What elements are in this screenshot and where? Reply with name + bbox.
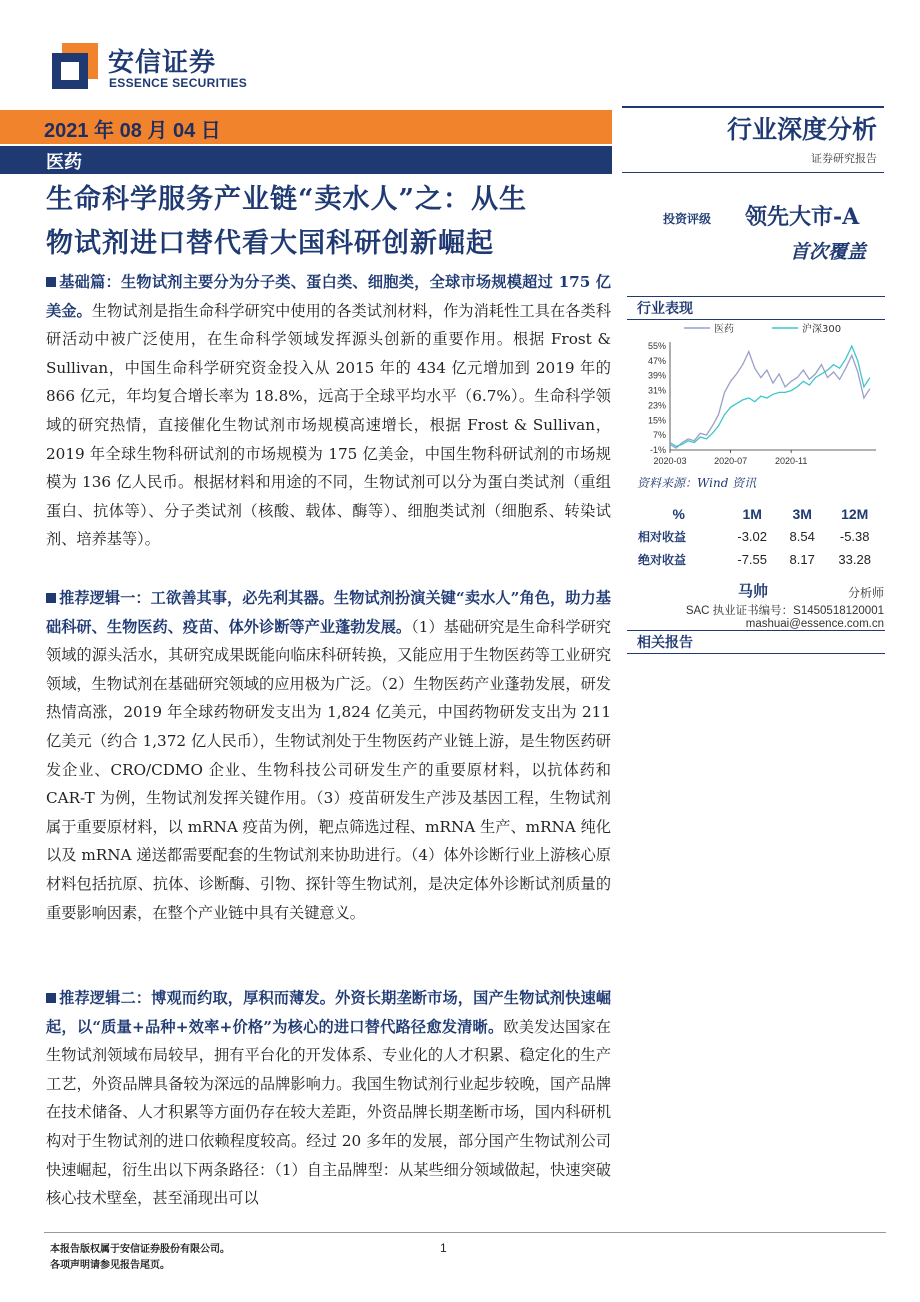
row-label: 绝对收益: [638, 553, 687, 567]
table-cell: 33.28: [838, 552, 871, 567]
brand-name-en: ESSENCE SECURITIES: [109, 76, 248, 90]
paragraph-lead: 基础篇：生物试剂主要分为分子类、蛋白类、细胞类，全球市场规模超过 175 亿美金。: [46, 273, 611, 320]
sector-bar: [0, 146, 612, 174]
performance-table: [632, 502, 884, 571]
section-header-related: [627, 630, 885, 654]
report-subtype: 证券研究报告: [811, 152, 877, 165]
table-header-row: [632, 502, 884, 525]
series-line-industry: [670, 352, 870, 449]
sector-label: 医药: [46, 152, 82, 173]
report-date: 2021 年 08 月 04 日: [44, 120, 221, 142]
paragraph-lead: 推荐逻辑一：工欲善其事，必先利其器。生物试剂扮演关键“卖水人”角色，助力基础科研、生物医药、疫苗、体外诊断等产业蓬勃发展。: [46, 589, 611, 636]
x-tick-label: 2020-07: [714, 456, 748, 466]
report-type: 行业深度分析: [726, 115, 877, 144]
table-row: [632, 548, 884, 571]
page-title: [46, 178, 611, 266]
y-tick-label: -1%: [649, 445, 666, 455]
table-cell: 8.54: [789, 529, 815, 544]
y-tick-label: 23%: [647, 400, 666, 411]
chart-source: 资料来源：Wind 资讯: [637, 476, 757, 490]
row-label: 相对收益: [638, 530, 687, 544]
rating-value: 领先大市-A: [745, 204, 860, 230]
table-cell: -3.02: [737, 529, 767, 544]
header-divider-2: [622, 172, 884, 173]
brand-name-cn: 安信证券: [108, 48, 217, 78]
paragraph-logic-two: [46, 984, 611, 1213]
bullet-square-icon: [46, 277, 56, 287]
section-header-performance: [627, 296, 885, 320]
analyst-email[interactable]: mashuai@essence.com.cn: [745, 618, 884, 630]
chart-legend: [684, 322, 841, 335]
brand-logo-icon: [52, 43, 98, 89]
analyst-role: 分析师: [847, 586, 884, 600]
table-cell: -5.38: [839, 529, 870, 544]
paragraph-lead: 推荐逻辑二：博观而约取，厚积而薄发。外资长期垄断市场，国产生物试剂快速崛起，以“质量+品种+效率+价格”为核心的进口替代路径愈发清晰。: [46, 989, 611, 1036]
title-line-2: 物试剂进口替代看大国科研创新崛起: [46, 228, 494, 259]
paragraph-text: 欧美发达国家在生物试剂领域布局较早，拥有平台化的开发体系、专业化的人才积累、稳定化的生产工艺，外资品牌具备较为深远的品牌影响力。我国生物试剂行业起步较晚，国产品牌在技术储备、人才积累等方面仍存在较大差距，外资品牌长期垄断市场，国内科研机构对于生物试剂的进口依赖程度较高。经过 20 多年的发展，部分国产生物试剂公司快速崛起，衍生出以下两条路径：（1）自主品牌型：从某些细分领域做起，快速突破核心技术壁垒，甚至涌现出可以: [46, 1017, 611, 1208]
table-header-cell: 3M: [792, 505, 812, 522]
y-tick-label: 47%: [647, 355, 666, 366]
y-tick-label: 15%: [647, 415, 666, 426]
footer-disclaimer: 各项声明请参见报告尾页。: [50, 1260, 170, 1271]
table-row: [632, 525, 884, 548]
industry-performance-chart: [632, 320, 884, 472]
footer-copyright: 本报告版权属于安信证券股份有限公司。: [50, 1244, 230, 1255]
paragraph-basics: [46, 268, 611, 554]
chart-axes: [648, 341, 876, 466]
rating-label: 投资评级: [663, 212, 712, 226]
table-header-cell: 12M: [841, 505, 869, 522]
section-title: 行业表现: [637, 301, 693, 317]
section-title: 相关报告: [637, 635, 693, 651]
title-line-1: 生命科学服务产业链“卖水人”之：从生: [46, 184, 528, 215]
x-tick-label: 2020-11: [774, 456, 808, 466]
y-tick-label: 7%: [652, 430, 666, 441]
header-divider: [622, 106, 884, 108]
legend-label: 医药: [714, 324, 734, 335]
series-line-hs300: [670, 346, 870, 446]
analyst-name: 马帅: [738, 582, 769, 600]
page-number: 1: [440, 1241, 447, 1255]
bullet-square-icon: [46, 993, 56, 1003]
y-tick-label: 31%: [647, 385, 666, 396]
y-tick-label: 39%: [647, 370, 666, 381]
paragraph-text: 生物试剂是指生命科学研究中使用的各类试剂材料，作为消耗性工具在各类科研活动中被广泛使用，在生命科学领域发挥源头创新的重要作用。根据 Frost & Sullivan，中国生命科学研究资金投入从 2015 年的 434 亿元增加到 2019 年的 866 亿元，年均复合增长率为 18.8%，远高于全球平均水平（6.7%）。生命科学领域的研究热情，直接催化生物试剂市场规模高速增长，根据 Frost & Sullivan，2019 年全球生物科研试剂的市场规模为 175 亿美金，中国生物科研试剂的市场规模为 136 亿人民币。根据材料和用途的不同，生物试剂可以分为蛋白类试剂（重组蛋白、抗体等）、分子类试剂（核酸、载体、酶等）、细胞类试剂（细胞系、转染试剂、培养基等）。: [46, 301, 612, 549]
x-tick-label: 2020-03: [653, 456, 687, 466]
bullet-square-icon: [46, 593, 56, 603]
y-tick-label: 55%: [647, 341, 666, 351]
table-cell: 8.17: [789, 552, 815, 567]
table-cell: -7.55: [737, 552, 767, 567]
footer-divider: [44, 1232, 886, 1233]
paragraph-text: （1）基础研究是生命科学研究领域的源头活水，其研究成果既能向临床科研转换，又能应用于生物医药等工业研究领域，生物试剂在基础研究领域的应用极为广泛。（2）生物医药产业蓬勃发展，研发热情高涨，2019 年全球药物研发支出为 1,824 亿美元，中国药物研发支出为 211 亿美元（约合 1,372 亿人民币），生物试剂处于生物医药产业链上游，是生物医药研发企业、CRO/CDMO 企业、生物科技公司研发生产的重要原材料，以抗体药和 CAR-T 为例，生物试剂发挥关键作用。（3）疫苗研发生产涉及基因工程，生物试剂属于重要原材料，以 mRNA 疫苗为例，靶点筛选过程、mRNA 生产、mRNA 纯化以及 mRNA 递送都需要配套的生物试剂来协助进行。（4）体外诊断行业上游核心原材料包括抗原、抗体、诊断酶、引物、探针等生物试剂，是决定体外诊断试剂质量的重要影响因素，在整个产业链中具有关键意义。: [46, 617, 611, 922]
rating-coverage: 首次覆盖: [790, 241, 867, 263]
analyst-sac-id: SAC 执业证书编号：S1450518120001: [685, 605, 884, 617]
paragraph-logic-one: [46, 584, 611, 927]
chart-lines: [670, 346, 870, 448]
table-header-cell: 1M: [742, 505, 762, 522]
legend-label: 沪深300: [802, 324, 842, 335]
table-header-cell: %: [672, 505, 685, 522]
